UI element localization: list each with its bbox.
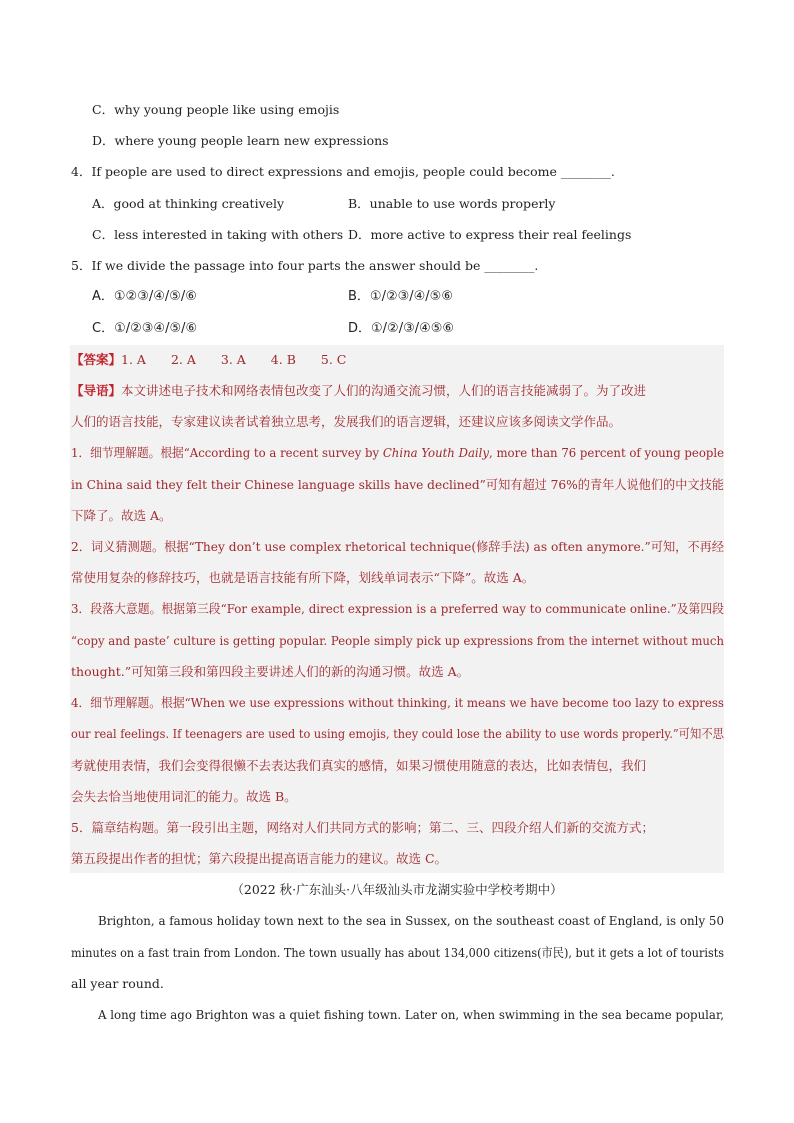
passage-p1-line-1: Brighton, a famous holiday town next to the sea in Sussex, on the southeast coast of England, is only 50 xyxy=(98,913,725,928)
e1-newspaper-name: China Youth Daily xyxy=(382,445,490,460)
q5-option-c: C．①/②③④/⑤/⑥ xyxy=(92,321,198,336)
passage-p1-line-2: minutes on a fast train from London. The town usually has about 134,000 citizens(市民), but it gets a lot of tourists xyxy=(71,945,725,960)
explanation-3-line-1: 3．段落大意题。根据第三段“For example, direct expression is a preferred way to communicate online.”及第四段 xyxy=(71,601,725,616)
answer-line xyxy=(71,352,346,368)
explanation-5-line-2: 第五段提出作者的担忧；第六段提出提高语言能力的建议。故选 C。 xyxy=(71,851,448,866)
explanation-1-line-2: in China said they felt their Chinese language skills have declined”可知有超过 76%的青年人说他们的中文技能 xyxy=(71,477,724,492)
explanation-4-line-3: 考就使用表情，我们会变得很懒不去表达我们真实的感情，如果习惯使用随意的表达，比如表情包，我们 xyxy=(71,758,647,773)
explanation-4-line-1: 4．细节理解题。根据“When we use expressions without thinking, it means we have become too lazy to express xyxy=(71,695,724,710)
source-line: （2022 秋·广东汕头·八年级汕头市龙湖实验中学校考期中） xyxy=(231,882,563,897)
q5-option-d: D．①/②/③/④⑤⑥ xyxy=(348,321,455,336)
guide-text-1: 本文讲述电子技术和网络表情包改变了人们的沟通交流习惯，人们的语言技能减弱了。为了改进 xyxy=(121,383,647,398)
explanation-1-line-1 xyxy=(71,445,724,461)
q5-stem: 5．If we divide the passage into four parts the answer should be ________. xyxy=(71,258,539,273)
explanation-2-line-1: 2．词义猜测题。根据“They don’t use complex rhetorical technique(修辞手法) as often anymore.”可知，不再经 xyxy=(71,539,724,554)
explanation-1-line-3: 下降了。故选 A。 xyxy=(71,508,172,523)
q3-option-d: D．where young people learn new expressions xyxy=(92,133,389,148)
q4-option-d: D．more active to express their real feelings xyxy=(348,227,632,242)
explanation-5-line-1: 5．篇章结构题。第一段引出主题，网络对人们共同方式的影响；第二、三、四段介绍人们新的交流方式； xyxy=(71,820,654,835)
passage-p2-line-1: A long time ago Brighton was a quiet fishing town. Later on, when swimming in the sea became popular, xyxy=(98,1007,725,1022)
e1-part-c: , more than 76 percent of young people xyxy=(489,445,725,460)
q5-option-b: B．①/②③/④/⑤⑥ xyxy=(348,289,453,304)
explanation-3-line-2: “copy and paste’ culture is getting popular. People simply pick up expressions from the internet without much xyxy=(71,633,724,648)
explanation-4-line-2: our real feelings. If teenagers are used to using emojis, they could lose the ability to use words properly.”可知不思 xyxy=(71,726,724,741)
explanation-3-line-3: thought.”可知第三段和第四段主要讲述人们的新的沟通习惯。故选 A。 xyxy=(71,664,470,679)
q4-option-b: B．unable to use words properly xyxy=(348,196,556,211)
q5-option-a: A．①②③/④/⑤/⑥ xyxy=(92,289,197,304)
answer-text: 1. A 2. A 3. A 4. B 5. C xyxy=(121,352,347,367)
guide-line-1 xyxy=(71,383,646,399)
guide-tag: 【导语】 xyxy=(71,383,122,398)
q4-option-a: A．good at thinking creatively xyxy=(92,196,285,211)
q3-option-c: C．why young people like using emojis xyxy=(92,102,340,117)
explanation-2-line-2: 常使用复杂的修辞技巧，也就是语言技能有所下降，划线单词表示“下降”。故选 A。 xyxy=(71,570,535,585)
explanation-4-line-4: 会失去恰当地使用词汇的能力。故选 B。 xyxy=(71,789,297,804)
passage-p1-line-3: all year round. xyxy=(71,976,164,991)
answer-tag: 【答案】 xyxy=(71,352,122,367)
q4-option-c: C．less interested in taking with others xyxy=(92,227,344,242)
q4-stem: 4．If people are used to direct expressions and emojis, people could become ________. xyxy=(71,164,615,179)
e1-part-a: 1．细节理解题。根据“According to a recent survey by xyxy=(71,445,383,460)
guide-line-2: 人们的语言技能，专家建议读者试着独立思考，发展我们的语言逻辑，还建议应该多阅读文学作品。 xyxy=(71,414,622,429)
